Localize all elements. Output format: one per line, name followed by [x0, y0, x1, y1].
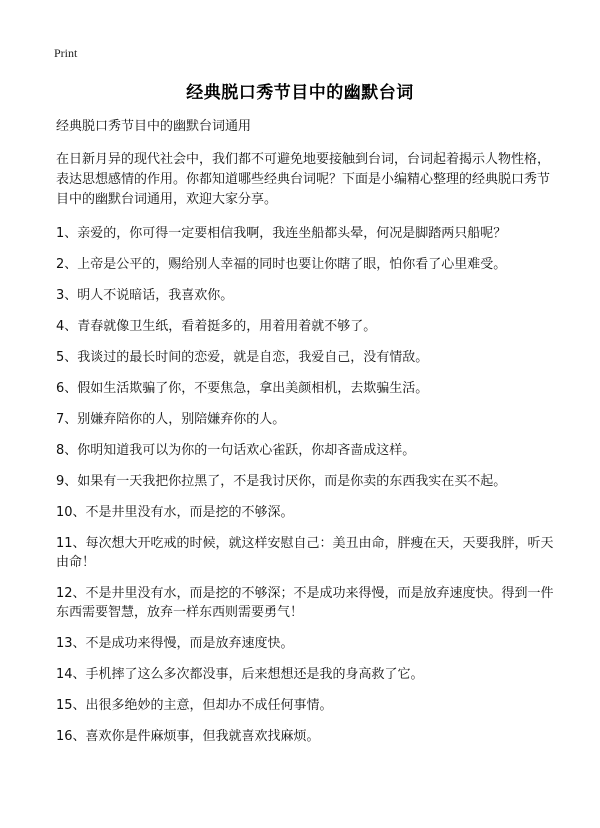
quote-item: 11、每次想大开吃戒的时候，就这样安慰自己：美丑由命，胖瘦在天，天要我胖，听天由命！ [56, 536, 554, 570]
article-body [56, 118, 556, 758]
quote-item: 10、不是井里没有水，而是挖的不够深。 [56, 505, 294, 520]
quote-item: 8、你明知道我可以为你的一句话欢心雀跃，你却吝啬成这样。 [56, 443, 416, 458]
quote-item: 3、明人不说暗话，我喜欢你。 [56, 288, 234, 303]
article-intro: 在日新月异的现代社会中，我们都不可避免地要接触到台词，台词起着揭示人物性格，表达思想感情的作用。你都知道哪些经典台词呢？下面是小编精心整理的经典脱口秀节目中的幽默台词通用，欢迎大家分享。 [56, 152, 551, 207]
print-link[interactable]: Print [54, 46, 78, 60]
quote-item: 2、上帝是公平的，赐给别人幸福的同时也要让你瞎了眼，怕你看了心里难受。 [56, 257, 507, 272]
quote-item: 9、如果有一天我把你拉黑了，不是我讨厌你，而是你卖的东西我实在买不起。 [56, 474, 507, 489]
page-title: 经典脱口秀节目中的幽默台词 [186, 83, 414, 103]
quote-item: 7、别嫌弃陪你的人，别陪嫌弃你的人。 [56, 412, 286, 427]
quote-item: 5、我谈过的最长时间的恋爱，就是自恋，我爱自己，没有情敌。 [56, 350, 429, 365]
quote-item: 6、假如生活欺骗了你，不要焦急，拿出美颜相机，去欺骗生活。 [56, 381, 429, 396]
article-subtitle: 经典脱口秀节目中的幽默台词通用 [56, 119, 252, 134]
quote-item: 4、青春就像卫生纸，看着挺多的，用着用着就不够了。 [56, 319, 377, 334]
quote-item: 14、手机摔了这么多次都没事，后来想想还是我的身高救了它。 [56, 667, 424, 682]
quote-item: 16、喜欢你是件麻烦事，但我就喜欢找麻烦。 [56, 729, 320, 744]
quote-item: 1、亲爱的，你可得一定要相信我啊，我连坐船都头晕，何况是脚踏两只船呢？ [56, 226, 507, 241]
quote-item: 13、不是成功来得慢，而是放弃速度快。 [56, 636, 294, 651]
quote-item: 12、不是井里没有水，而是挖的不够深；不是成功来得慢，而是放弃速度快。得到一件东西需要智慧，放弃一样东西则需要勇气！ [56, 586, 554, 620]
quote-list [56, 224, 556, 746]
quote-item: 15、出很多绝妙的主意，但却办不成任何事情。 [56, 698, 333, 713]
